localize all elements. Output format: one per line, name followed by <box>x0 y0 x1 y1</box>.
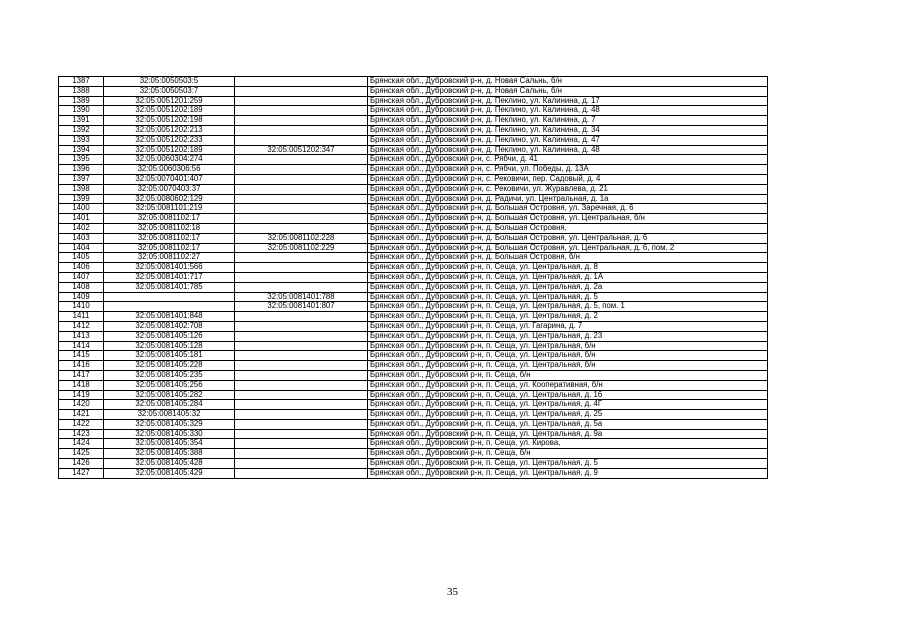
row-number-cell: 1395 <box>59 155 104 165</box>
building-cadastral-number-cell <box>235 380 368 390</box>
address-cell: Брянская обл., Дубровский р-н, д. Новая Сальнь, б/н <box>368 77 768 87</box>
row-number-cell: 1398 <box>59 184 104 194</box>
row-number-cell: 1415 <box>59 351 104 361</box>
building-cadastral-number-cell: 32:05:0081102:228 <box>235 233 368 243</box>
cadastral-number-cell: 32:05:0081401:717 <box>104 272 235 282</box>
address-cell: Брянская обл., Дубровский р-н, д. Большая Островня, ул. Центральная, д. 6 <box>368 233 768 243</box>
table-row <box>59 272 768 282</box>
table-row <box>59 292 768 302</box>
building-cadastral-number-cell: 32:05:0051202:347 <box>235 145 368 155</box>
table-row <box>59 223 768 233</box>
building-cadastral-number-cell <box>235 459 368 469</box>
page-number: 35 <box>447 586 458 598</box>
cadastral-number-cell: 32:05:0070403:37 <box>104 184 235 194</box>
row-number-cell: 1397 <box>59 174 104 184</box>
cadastral-number-cell: 32:05:0051202:198 <box>104 116 235 126</box>
row-number-cell: 1400 <box>59 204 104 214</box>
cadastral-number-cell: 32:05:0081102:17 <box>104 243 235 253</box>
table-row <box>59 410 768 420</box>
building-cadastral-number-cell <box>235 116 368 126</box>
address-cell: Брянская обл., Дубровский р-н, д. Пеклино, ул. Калинина, д. 34 <box>368 125 768 135</box>
address-cell: Брянская обл., Дубровский р-н, п. Сеща, ул. Центральная, д. 5 <box>368 459 768 469</box>
table-row <box>59 390 768 400</box>
table-row <box>59 419 768 429</box>
row-number-cell: 1389 <box>59 96 104 106</box>
building-cadastral-number-cell <box>235 429 368 439</box>
table-row <box>59 233 768 243</box>
row-number-cell: 1427 <box>59 468 104 478</box>
address-cell: Брянская обл., Дубровский р-н, с. Рековичи, пер. Садовый, д. 4 <box>368 174 768 184</box>
address-cell: Брянская обл., Дубровский р-н, д. Радичи, ул. Центральная, д. 1а <box>368 194 768 204</box>
cadastral-number-cell: 32:05:0081102:17 <box>104 214 235 224</box>
address-cell: Брянская обл., Дубровский р-н, с. Рековичи, ул. Журавлева, д. 21 <box>368 184 768 194</box>
address-cell: Брянская обл., Дубровский р-н, п. Сеща, ул. Центральная, д. 23 <box>368 331 768 341</box>
row-number-cell: 1418 <box>59 380 104 390</box>
row-number-cell: 1388 <box>59 86 104 96</box>
row-number-cell: 1405 <box>59 253 104 263</box>
cadastral-number-cell <box>104 292 235 302</box>
row-number-cell: 1409 <box>59 292 104 302</box>
row-number-cell: 1419 <box>59 390 104 400</box>
row-number-cell: 1391 <box>59 116 104 126</box>
table-row <box>59 86 768 96</box>
cadastral-number-cell: 32:05:0081102:18 <box>104 223 235 233</box>
address-cell: Брянская обл., Дубровский р-н, д. Большая Островня, ул. Заречная, д. 6 <box>368 204 768 214</box>
building-cadastral-number-cell <box>235 341 368 351</box>
row-number-cell: 1392 <box>59 125 104 135</box>
cadastral-number-cell: 32:05:0081405:32 <box>104 410 235 420</box>
table-row <box>59 214 768 224</box>
cadastral-number-cell: 32:05:0081405:388 <box>104 449 235 459</box>
table-row <box>59 400 768 410</box>
address-cell: Брянская обл., Дубровский р-н, п. Сеща, ул. Гагарина, д. 7 <box>368 321 768 331</box>
table-row <box>59 282 768 292</box>
cadastral-number-cell: 32:05:0081401:785 <box>104 282 235 292</box>
row-number-cell: 1393 <box>59 135 104 145</box>
address-cell: Брянская обл., Дубровский р-н, п. Сеща, б/н <box>368 370 768 380</box>
cadastral-number-cell: 32:05:0081401:848 <box>104 312 235 322</box>
table-row <box>59 468 768 478</box>
table-row <box>59 253 768 263</box>
row-number-cell: 1407 <box>59 272 104 282</box>
building-cadastral-number-cell <box>235 77 368 87</box>
building-cadastral-number-cell <box>235 223 368 233</box>
cadastral-number-cell: 32:05:0081405:235 <box>104 370 235 380</box>
table-row <box>59 116 768 126</box>
cadastral-number-cell: 32:05:0081402:708 <box>104 321 235 331</box>
address-cell: Брянская обл., Дубровский р-н, п. Сеща, ул. Центральная, б/н <box>368 361 768 371</box>
building-cadastral-number-cell: 32:05:0081401:807 <box>235 302 368 312</box>
row-number-cell: 1401 <box>59 214 104 224</box>
cadastral-number-cell: 32:05:0051202:213 <box>104 125 235 135</box>
row-number-cell: 1404 <box>59 243 104 253</box>
row-number-cell: 1394 <box>59 145 104 155</box>
building-cadastral-number-cell <box>235 135 368 145</box>
row-number-cell: 1426 <box>59 459 104 469</box>
building-cadastral-number-cell <box>235 184 368 194</box>
cadastral-number-cell: 32:05:0081102:17 <box>104 233 235 243</box>
building-cadastral-number-cell <box>235 331 368 341</box>
address-cell: Брянская обл., Дубровский р-н, п. Сеща, ул. Центральная, д. 25 <box>368 410 768 420</box>
row-number-cell: 1408 <box>59 282 104 292</box>
building-cadastral-number-cell <box>235 194 368 204</box>
table-row <box>59 204 768 214</box>
cadastral-number-cell: 32:05:0080602:129 <box>104 194 235 204</box>
cadastral-number-cell: 32:05:0051202:189 <box>104 145 235 155</box>
row-number-cell: 1420 <box>59 400 104 410</box>
address-cell: Брянская обл., Дубровский р-н, д. Пеклино, ул. Калинина, д. 48 <box>368 145 768 155</box>
cadastral-number-cell: 32:05:0081405:181 <box>104 351 235 361</box>
building-cadastral-number-cell <box>235 96 368 106</box>
cadastral-number-cell: 32:05:0081405:128 <box>104 341 235 351</box>
table-row <box>59 155 768 165</box>
row-number-cell: 1402 <box>59 223 104 233</box>
row-number-cell: 1411 <box>59 312 104 322</box>
address-cell: Брянская обл., Дубровский р-н, п. Сеща, ул. Центральная, д. 5а <box>368 419 768 429</box>
row-number-cell: 1423 <box>59 429 104 439</box>
building-cadastral-number-cell <box>235 370 368 380</box>
cadastral-number-cell: 32:05:0081405:329 <box>104 419 235 429</box>
building-cadastral-number-cell <box>235 155 368 165</box>
address-cell: Брянская обл., Дубровский р-н, п. Сеща, ул. Центральная, д. 4Г <box>368 400 768 410</box>
building-cadastral-number-cell <box>235 312 368 322</box>
table-row <box>59 106 768 116</box>
cadastral-number-cell: 32:05:0081102:27 <box>104 253 235 263</box>
building-cadastral-number-cell <box>235 204 368 214</box>
building-cadastral-number-cell: 32:05:0081401:788 <box>235 292 368 302</box>
row-number-cell: 1422 <box>59 419 104 429</box>
table-row <box>59 77 768 87</box>
cadastral-number-cell: 32:05:0081101:219 <box>104 204 235 214</box>
address-cell: Брянская обл., Дубровский р-н, д. Пеклино, ул. Калинина, д. 48 <box>368 106 768 116</box>
cadastral-number-cell: 32:05:0081401:566 <box>104 263 235 273</box>
table-row <box>59 194 768 204</box>
building-cadastral-number-cell <box>235 419 368 429</box>
address-cell: Брянская обл., Дубровский р-н, п. Сеща, ул. Центральная, б/н <box>368 351 768 361</box>
table-row <box>59 459 768 469</box>
row-number-cell: 1413 <box>59 331 104 341</box>
row-number-cell: 1399 <box>59 194 104 204</box>
cadastral-number-cell: 32:05:0051202:189 <box>104 106 235 116</box>
row-number-cell: 1424 <box>59 439 104 449</box>
building-cadastral-number-cell <box>235 174 368 184</box>
building-cadastral-number-cell <box>235 390 368 400</box>
address-cell: Брянская обл., Дубровский р-н, д. Большая Островня, б/н <box>368 253 768 263</box>
cadastral-number-cell <box>104 302 235 312</box>
table-row <box>59 263 768 273</box>
row-number-cell: 1410 <box>59 302 104 312</box>
building-cadastral-number-cell <box>235 468 368 478</box>
row-number-cell: 1403 <box>59 233 104 243</box>
address-cell: Брянская обл., Дубровский р-н, д. Пеклино, ул. Калинина, д. 47 <box>368 135 768 145</box>
address-cell: Брянская обл., Дубровский р-н, д. Новая Сальнь, б/н <box>368 86 768 96</box>
row-number-cell: 1417 <box>59 370 104 380</box>
building-cadastral-number-cell <box>235 400 368 410</box>
table-row <box>59 165 768 175</box>
building-cadastral-number-cell <box>235 361 368 371</box>
building-cadastral-number-cell <box>235 439 368 449</box>
row-number-cell: 1396 <box>59 165 104 175</box>
cadastral-number-cell: 32:05:0081405:330 <box>104 429 235 439</box>
building-cadastral-number-cell <box>235 214 368 224</box>
cadastral-number-cell: 32:05:0051202:233 <box>104 135 235 145</box>
address-cell: Брянская обл., Дубровский р-н, п. Сеща, ул. Центральная, д. 2 <box>368 312 768 322</box>
table-row <box>59 125 768 135</box>
cadastral-number-cell: 32:05:0081405:428 <box>104 459 235 469</box>
building-cadastral-number-cell <box>235 253 368 263</box>
row-number-cell: 1425 <box>59 449 104 459</box>
registry-table-body <box>59 77 768 479</box>
building-cadastral-number-cell <box>235 449 368 459</box>
table-row <box>59 321 768 331</box>
address-cell: Брянская обл., Дубровский р-н, п. Сеща, ул. Центральная, д. 16 <box>368 390 768 400</box>
address-cell: Брянская обл., Дубровский р-н, п. Сеща, ул. Центральная, б/н <box>368 341 768 351</box>
building-cadastral-number-cell: 32:05:0081102:229 <box>235 243 368 253</box>
building-cadastral-number-cell <box>235 106 368 116</box>
cadastral-number-cell: 32:05:0081405:228 <box>104 361 235 371</box>
table-row <box>59 145 768 155</box>
address-cell: Брянская обл., Дубровский р-н, п. Сеща, ул. Центральная, д. 5 <box>368 292 768 302</box>
row-number-cell: 1416 <box>59 361 104 371</box>
table-row <box>59 312 768 322</box>
table-row <box>59 439 768 449</box>
address-cell: Брянская обл., Дубровский р-н, с. Рябчи, д. 41 <box>368 155 768 165</box>
cadastral-number-cell: 32:05:0081405:282 <box>104 390 235 400</box>
address-cell: Брянская обл., Дубровский р-н, с. Рябчи, ул. Победы, д. 13А <box>368 165 768 175</box>
row-number-cell: 1414 <box>59 341 104 351</box>
address-cell: Брянская обл., Дубровский р-н, п. Сеща, ул. Центральная, д. 2а <box>368 282 768 292</box>
building-cadastral-number-cell <box>235 263 368 273</box>
cadastral-number-cell: 32:05:0081405:256 <box>104 380 235 390</box>
cadastral-number-cell: 32:05:0050503:7 <box>104 86 235 96</box>
building-cadastral-number-cell <box>235 321 368 331</box>
building-cadastral-number-cell <box>235 165 368 175</box>
address-cell: Брянская обл., Дубровский р-н, п. Сеща, ул. Центральная, д. 1А <box>368 272 768 282</box>
table-row <box>59 331 768 341</box>
address-cell: Брянская обл., Дубровский р-н, д. Пеклино, ул. Калинина, д. 7 <box>368 116 768 126</box>
building-cadastral-number-cell <box>235 351 368 361</box>
cadastral-number-cell: 32:05:0060306:56 <box>104 165 235 175</box>
cadastral-number-cell: 32:05:0081405:429 <box>104 468 235 478</box>
cadastral-number-cell: 32:05:0081405:284 <box>104 400 235 410</box>
table-row <box>59 370 768 380</box>
table-row <box>59 96 768 106</box>
cadastral-number-cell: 32:05:0050503:5 <box>104 77 235 87</box>
row-number-cell: 1421 <box>59 410 104 420</box>
table-row <box>59 341 768 351</box>
address-cell: Брянская обл., Дубровский р-н, д. Большая Островня, <box>368 223 768 233</box>
cadastral-number-cell: 32:05:0070401:407 <box>104 174 235 184</box>
building-cadastral-number-cell <box>235 282 368 292</box>
table-row <box>59 380 768 390</box>
cadastral-number-cell: 32:05:0081405:354 <box>104 439 235 449</box>
table-row <box>59 184 768 194</box>
registry-table <box>58 76 768 479</box>
table-row <box>59 361 768 371</box>
table-row <box>59 429 768 439</box>
address-cell: Брянская обл., Дубровский р-н, д. Большая Островня, ул. Центральная, д. 6, пом. 2 <box>368 243 768 253</box>
row-number-cell: 1387 <box>59 77 104 87</box>
table-row <box>59 302 768 312</box>
address-cell: Брянская обл., Дубровский р-н, п. Сеща, ул. Центральная, д. 9а <box>368 429 768 439</box>
row-number-cell: 1406 <box>59 263 104 273</box>
table-row <box>59 135 768 145</box>
row-number-cell: 1390 <box>59 106 104 116</box>
building-cadastral-number-cell <box>235 86 368 96</box>
table-row <box>59 449 768 459</box>
address-cell: Брянская обл., Дубровский р-н, д. Пеклино, ул. Калинина, д. 17 <box>368 96 768 106</box>
building-cadastral-number-cell <box>235 410 368 420</box>
address-cell: Брянская обл., Дубровский р-н, п. Сеща, ул. Кирова, <box>368 439 768 449</box>
address-cell: Брянская обл., Дубровский р-н, п. Сеща, ул. Центральная, д. 8 <box>368 263 768 273</box>
address-cell: Брянская обл., Дубровский р-н, п. Сеща, б/н <box>368 449 768 459</box>
building-cadastral-number-cell <box>235 272 368 282</box>
address-cell: Брянская обл., Дубровский р-н, п. Сеща, ул. Центральная, д. 5, пом. 1 <box>368 302 768 312</box>
building-cadastral-number-cell <box>235 125 368 135</box>
address-cell: Брянская обл., Дубровский р-н, п. Сеща, ул. Кооперативная, б/н <box>368 380 768 390</box>
cadastral-number-cell: 32:05:0081405:126 <box>104 331 235 341</box>
cadastral-number-cell: 32:05:0060304:274 <box>104 155 235 165</box>
address-cell: Брянская обл., Дубровский р-н, д. Большая Островня, ул. Центральная, б/н <box>368 214 768 224</box>
table-row <box>59 243 768 253</box>
address-cell: Брянская обл., Дубровский р-н, п. Сеща, ул. Центральная, д. 9 <box>368 468 768 478</box>
cadastral-number-cell: 32:05:0051201:259 <box>104 96 235 106</box>
table-row <box>59 174 768 184</box>
table-row <box>59 351 768 361</box>
row-number-cell: 1412 <box>59 321 104 331</box>
